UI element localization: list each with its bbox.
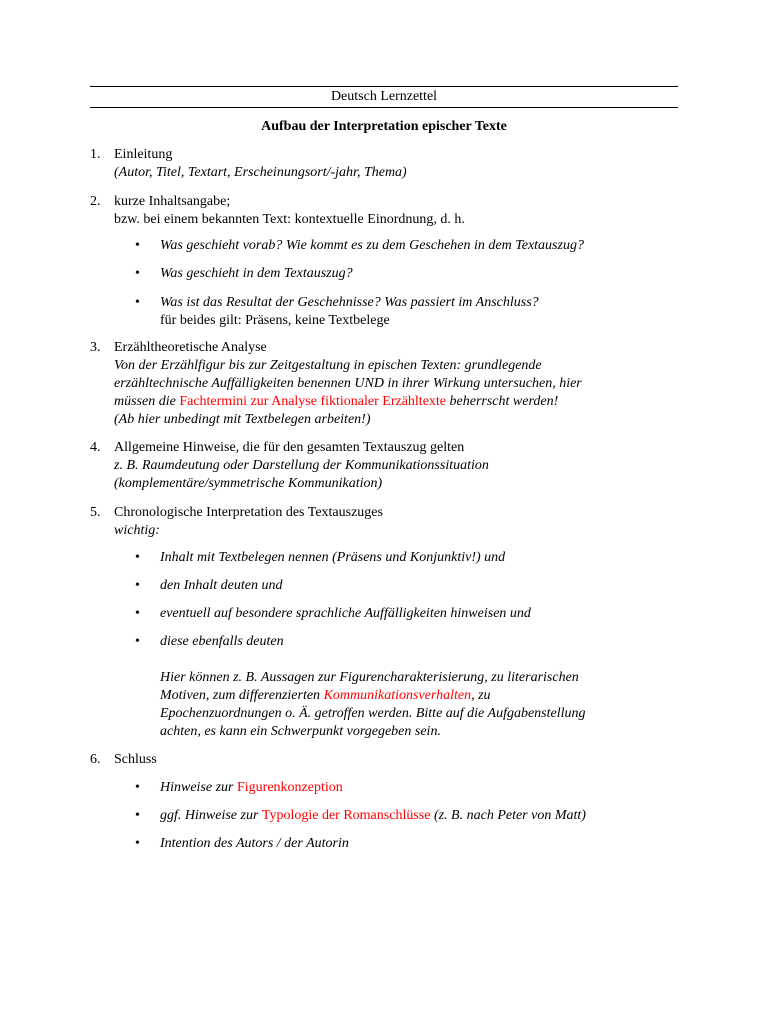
bullet-text: Was geschieht vorab? Wie kommt es zu dem Geschehen in dem Textauszug? — [160, 238, 584, 253]
list-item — [135, 835, 655, 853]
highlight-term: Kommunikationsverhalten — [323, 688, 472, 703]
list-item — [135, 605, 655, 623]
section-number: 3. — [90, 340, 101, 355]
bullet-text: den Inhalt deuten und — [160, 578, 283, 593]
note-line — [160, 687, 650, 705]
note-line: Hier können z. B. Aussagen zur Figurencharakterisierung, zu literarischen — [160, 670, 579, 685]
section-chronologische-interpretation — [90, 504, 650, 540]
section-number: 2. — [90, 194, 101, 209]
text-run: Motiven, zum differenzierten — [160, 688, 324, 703]
list-item — [135, 807, 655, 825]
text-run: ggf. Hinweise zur — [160, 808, 262, 823]
section-detail: (Autor, Titel, Textart, Erscheinungsort/-jahr, Thema) — [114, 165, 407, 180]
bullet-text: Was geschieht in dem Textauszug? — [160, 266, 353, 281]
section-heading: Chronologische Interpretation des Textauszuges — [114, 505, 383, 520]
section-heading: Einleitung — [114, 147, 173, 162]
bullet-text: diese ebenfalls deuten — [160, 634, 284, 649]
highlight-term: Figurenkonzeption — [237, 780, 343, 795]
bullet-icon: • — [135, 808, 140, 823]
text-run: Hinweise zur — [160, 780, 237, 795]
bullet-text — [160, 779, 655, 797]
section-erzaehltheorie — [90, 339, 650, 429]
bullet-icon: • — [135, 634, 140, 649]
list-item — [135, 577, 655, 595]
header-top-rule — [90, 86, 678, 87]
document-title: Aufbau der Interpretation epischer Texte — [261, 119, 507, 134]
bullet-text: Was ist das Resultat der Geschehnisse? Was passiert im Anschluss? — [160, 295, 539, 310]
interpretation-note — [160, 669, 650, 741]
bullet-icon: • — [135, 606, 140, 621]
section-einleitung — [90, 146, 650, 182]
list-item — [135, 237, 655, 255]
bullet-icon: • — [135, 836, 140, 851]
section-heading: Schluss — [114, 752, 157, 767]
bullet-text — [160, 807, 655, 825]
section-detail-line: (komplementäre/symmetrische Kommunikation) — [114, 476, 383, 491]
section-detail: bzw. bei einem bekannten Text: kontextuelle Einordnung, d. h. — [114, 212, 465, 227]
list-item — [135, 549, 655, 567]
list-item — [135, 779, 655, 797]
section-sub: wichtig: — [114, 523, 160, 538]
section-detail-line: Von der Erzählfigur bis zur Zeitgestaltung in epischen Texten: grundlegende — [114, 358, 542, 373]
section-inhaltsangabe — [90, 193, 650, 229]
text-run: müssen die — [114, 394, 180, 409]
bullet-icon: • — [135, 266, 140, 281]
section-detail-line: (Ab hier unbedingt mit Textbelegen arbeiten!) — [114, 412, 371, 427]
header-bottom-rule — [90, 107, 678, 108]
list-item — [135, 265, 655, 283]
note-line: Epochenzuordnungen o. Ä. getroffen werden. Bitte auf die Aufgabenstellung — [160, 706, 586, 721]
section-detail-line: z. B. Raumdeutung oder Darstellung der Kommunikationssituation — [114, 458, 489, 473]
section-detail-line — [114, 393, 650, 411]
bullet-note: für beides gilt: Präsens, keine Textbelege — [160, 313, 390, 328]
highlight-term: Fachtermini zur Analyse fiktionaler Erzähltexte — [179, 394, 447, 409]
section-heading: Allgemeine Hinweise, die für den gesamten Textauszug gelten — [114, 440, 465, 455]
text-run: (z. B. nach Peter von Matt) — [430, 808, 586, 823]
list-item — [135, 633, 655, 651]
section-number: 1. — [90, 147, 101, 162]
section-heading: kurze Inhaltsangabe; — [114, 194, 231, 209]
bullet-text: Intention des Autors / der Autorin — [160, 836, 349, 851]
text-run: beherrscht werden! — [446, 394, 559, 409]
section-number: 4. — [90, 440, 101, 455]
bullet-text: Inhalt mit Textbelegen nennen (Präsens und Konjunktiv!) und — [160, 550, 506, 565]
bullet-icon: • — [135, 295, 140, 310]
bullet-icon: • — [135, 550, 140, 565]
bullet-text: eventuell auf besondere sprachliche Auffälligkeiten hinweisen und — [160, 606, 531, 621]
bullet-icon: • — [135, 578, 140, 593]
section-detail-line: erzähltechnische Auffälligkeiten benennen UND in ihrer Wirkung untersuchen, hier — [114, 376, 582, 391]
header-title: Deutsch Lernzettel — [330, 89, 438, 104]
highlight-term: Typologie der Romanschlüsse — [261, 808, 431, 823]
bullet-icon: • — [135, 238, 140, 253]
note-line: achten, es kann ein Schwerpunkt vorgegeben sein. — [160, 724, 441, 739]
list-item — [135, 294, 655, 330]
section-allgemeine-hinweise — [90, 439, 650, 493]
section-number: 5. — [90, 505, 101, 520]
section-schluss — [90, 751, 650, 769]
section-number: 6. — [90, 752, 101, 767]
section-heading: Erzähltheoretische Analyse — [114, 340, 267, 355]
bullet-icon: • — [135, 780, 140, 795]
text-run: , zu — [471, 688, 491, 703]
